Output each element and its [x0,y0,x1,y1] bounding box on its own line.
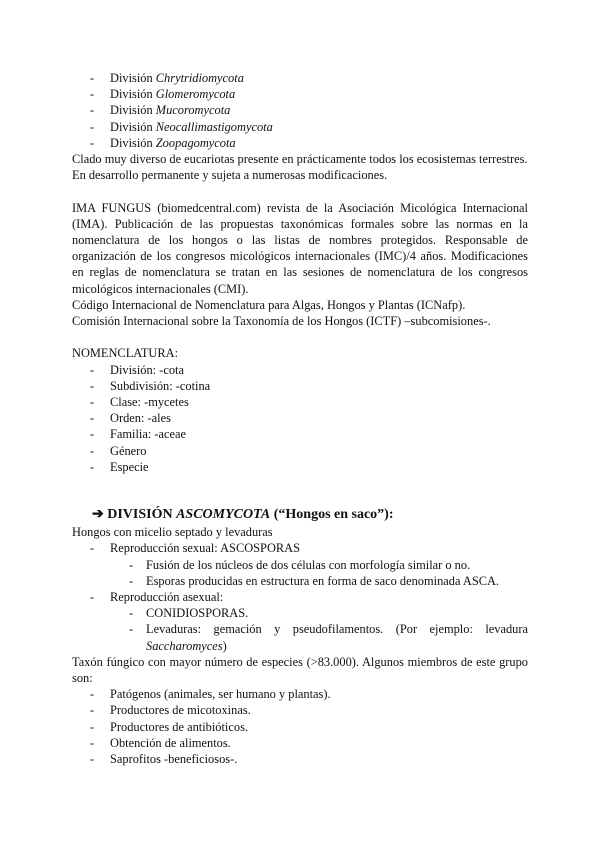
item-prefix: División [110,103,156,118]
levaduras-text: Levaduras: gemación y pseudofilamentos. (Por ejemplo: levadura [146,622,528,637]
clado-text: Clado muy diverso de eucariotas presente en prácticamente todos los ecosistemas terrestres. [72,152,528,167]
sub-list-item: - Fusión de los núcleos de dos células con morfología similar o no. [72,557,528,573]
heading-italic: ASCOMYCOTA [176,507,271,523]
list-item: - Subdivisión: -cotina [72,378,528,394]
list-item: - Productores de antibióticos. [72,719,528,735]
list-item: - Obtención de alimentos. [72,735,528,751]
taxon-text: Taxón fúngico con mayor número de especies (>83.000). Algunos miembros de este grupo son: [72,654,528,686]
list-item: - Género [72,443,528,459]
list-item: - Productores de micotoxinas. [72,702,528,718]
desarrollo-text: En desarrollo permanente y sujeta a numerosas modificaciones. [72,168,388,183]
heading-prefix: DIVISIÓN [107,507,177,523]
nomenclatura-list [72,362,528,475]
nomenclatura-title: NOMENCLATURA: [72,346,179,361]
list-item: - Saprofitos -beneficiosos-. [72,751,528,767]
document-page [72,70,528,767]
close-paren: ) [222,638,227,653]
ima-paragraph: IMA FUNGUS (biomedcentral.com) revista de la Asociación Micológica Internacional (IMA). Publicación de las propuestas taxonómicas formales sobre las normas en la nomenclatura de los hongos o las listas de nombres protegidos. Responsable de organización de los congresos micológicos internacionales (IMC)/4 años. Modificaciones en reglas de nomenclatura se tratan en las sesiones de nomenclatura de los congresos micológicos internacionales (CMI). [72,200,528,296]
list-item [72,70,528,86]
list-item: - Especie [72,459,528,475]
item-prefix: División [110,135,156,150]
list-item: - Patógenos (animales, ser humano y plantas). [72,686,528,702]
list-item [72,86,528,102]
list-item: - Orden: -ales [72,410,528,426]
comision-text: Comisión Internacional sobre la Taxonomía de los Hongos (ICTF) –subcomisiones-. [72,314,491,329]
sub-list-item [72,621,528,653]
list-item: - Reproducción sexual: ASCOSPORAS [72,540,528,556]
division-name: Neocallimastigomycota [155,119,273,134]
item-prefix: División [110,71,156,85]
list-item: - División: -cota [72,362,528,378]
list-item [72,135,528,151]
division-name: Zoopagomycota [155,135,236,150]
item-prefix: División [110,119,156,134]
sub-list-item: - Esporas producidas en estructura en forma de saco denominada ASCA. [72,573,528,589]
heading-suffix: (“Hongos en saco”): [270,507,394,523]
divisions-list [72,70,528,151]
ascomycota-intro: Hongos con micelio septado y levaduras [72,525,273,540]
species-name: Saccharomyces [146,638,223,653]
list-item [72,119,528,135]
division-name: Chrytridiomycota [155,71,244,85]
list-item [72,102,528,118]
list-item: - Reproducción asexual: [72,589,528,605]
sub-list-item: - CONIDIOSPORAS. [72,605,528,621]
list-item: - Familia: -aceae [72,426,528,442]
division-name: Mucoromycota [155,103,231,118]
division-name: Glomeromycota [155,87,236,102]
ascomycota-heading [72,505,528,524]
arrow-icon: ➔ [92,507,104,523]
item-prefix: División [110,87,156,102]
codigo-text: Código Internacional de Nomenclatura para Algas, Hongos y Plantas (ICNafp). [72,297,466,312]
list-item: - Clase: -mycetes [72,394,528,410]
